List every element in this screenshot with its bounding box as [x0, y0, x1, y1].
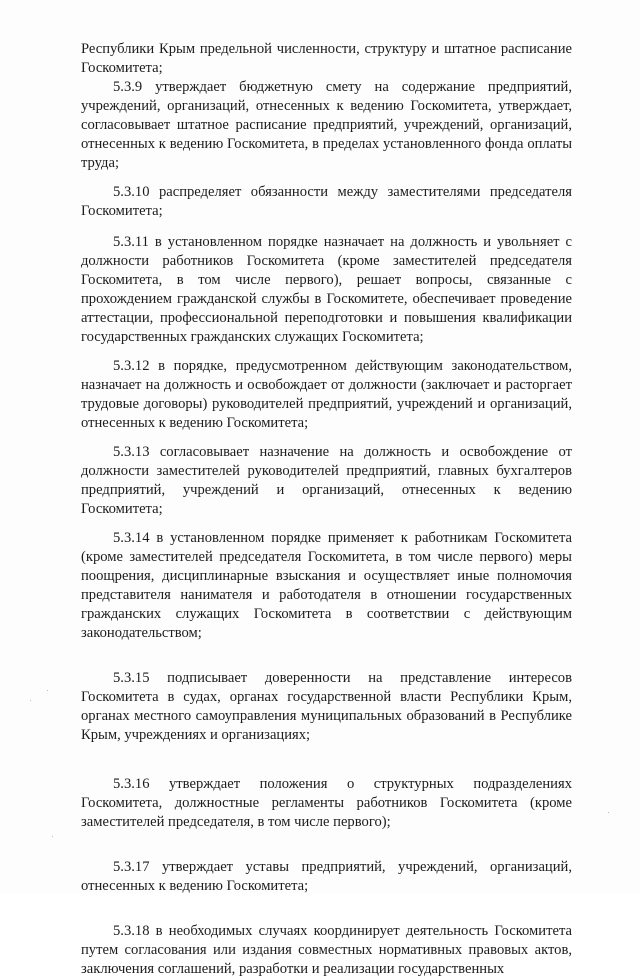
paragraph-5-3-15: 5.3.15 подписывает доверенности на представление интересов Госкомитета в судах, органах государственной власти Республики Крым, органах местного самоуправления муниципальных образований в Республике Крым, учреждениях и организациях;	[81, 670, 572, 743]
paragraph-5-3-10: 5.3.10 распределяет обязанности между заместителями председателя Госкомитета;	[81, 184, 572, 219]
scan-artifact	[52, 836, 53, 837]
paragraph-5-3-11: 5.3.11 в установленном порядке назначает на должность и увольняет с должности работников Госкомитета (кроме заместителей председателя Госкомитета, в том числе первого), решает вопросы, связанные с прохождением гражданской службы в Госкомитете, обеспечивает проведение аттестации, профессиональной переподготовки и повышения квалификации государственных гражданских служащих Госкомитета;	[81, 234, 572, 345]
paragraph-5-3-14: 5.3.14 в установленном порядке применяет к работникам Госкомитета (кроме заместителей председателя Госкомитета, в том числе первого) меры поощрения, дисциплинарные взыскания и осуществляет иные полномочия представителя нанимателя и работодателя в отношении государственных гражданских служащих Госкомитета в соответствии с действующим законодательством;	[81, 530, 572, 641]
paragraph-5-3-9: 5.3.9 утверждает бюджетную смету на содержание предприятий, учреждений, организаций, отнесенных к ведению Госкомитета, утверждает, согласовывает штатное расписание предприятий, учреждений, организаций, отнесенных к ведению Госкомитета, в пределах установленного фонда оплаты труда;	[81, 79, 572, 171]
document-body	[81, 40, 572, 979]
paragraph-5-3-13: 5.3.13 согласовывает назначение на должность и освобождение от должности заместителей руководителей предприятий, главных бухгалтеров предприятий, учреждений и организаций, отнесенных к ведению Госкомитета;	[81, 444, 572, 517]
paragraph-5-3-12: 5.3.12 в порядке, предусмотренном действующим законодательством, назначает на должность и освобождает от должности (заключает и расторгает трудовые договоры) руководителей предприятий, учреждений и организаций, отнесенных к ведению Госкомитета;	[81, 358, 572, 431]
scan-artifact	[47, 690, 48, 691]
scan-artifact	[608, 812, 609, 813]
scan-artifact	[30, 700, 31, 701]
paragraph-continuation: Республики Крым предельной численности, структуру и штатное расписание Госкомитета;	[81, 41, 572, 76]
paragraph-5-3-18: 5.3.18 в необходимых случаях координирует деятельность Госкомитета путем согласования или издания совместных нормативных правовых актов, заключения соглашений, разработки и реализации государственных	[81, 923, 572, 977]
paragraph-5-3-17: 5.3.17 утверждает уставы предприятий, учреждений, организаций, отнесенных к ведению Госкомитета;	[81, 859, 572, 894]
paragraph-5-3-16: 5.3.16 утверждает положения о структурных подразделениях Госкомитета, должностные регламенты работников Госкомитета (кроме заместителей председателя, в том числе первого);	[81, 776, 572, 830]
